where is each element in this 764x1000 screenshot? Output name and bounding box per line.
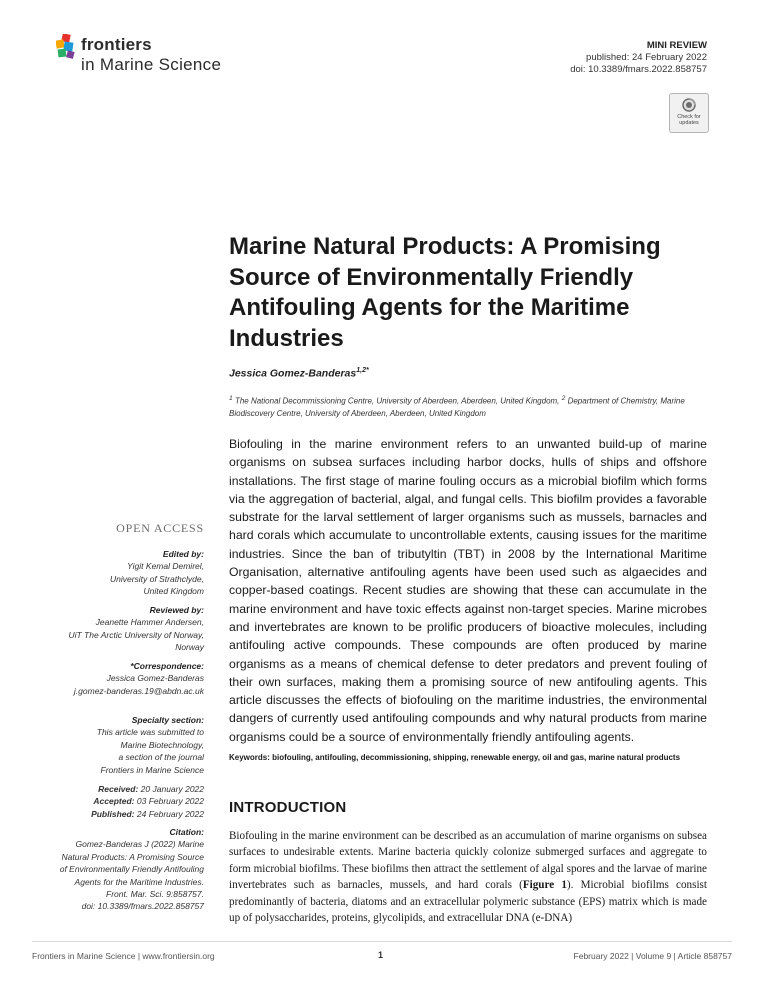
citation-line: Gomez-Banderas J (2022) Marine [75,839,204,850]
section-heading-introduction: INTRODUCTION [229,799,347,816]
reviewed-by-block [68,604,204,654]
citation-line: Natural Products: A Promising Source [61,851,204,862]
accepted-date [91,795,204,807]
citation-block [60,826,204,913]
author-line [229,367,369,380]
reviewed-by-label: Reviewed by: [149,605,204,615]
edited-by-block [110,548,204,598]
specialty-line: Frontiers in Marine Science [100,764,204,775]
author-affiliation-marks: 1,2* [356,367,369,374]
citation-line: Front. Mar. Sci. 9:858757. [106,889,204,900]
footer-divider [32,941,732,942]
received-label: Received: [98,784,139,794]
keywords-text: biofouling, antifouling, decommissioning, shipping, renewable energy, oil and gas, marine natural products [272,753,681,762]
specialty-line: a section of the journal [118,752,204,763]
specialty-line: Marine Biotechnology, [120,739,204,750]
correspondence-name: Jessica Gomez-Banderas [106,673,204,684]
accepted-label: Accepted: [93,796,135,807]
check-updates-label: Check for updates [677,114,701,126]
specialty-section-label: Specialty section: [131,715,204,725]
figure-1-link[interactable]: Figure 1 [522,879,567,892]
keywords-label: Keywords: [229,753,270,762]
page-number: 1 [378,950,384,960]
correspondence-email[interactable]: j.gomez-banderas.19@abdn.ac.uk [73,685,204,696]
article-doi[interactable]: doi: 10.3389/fmars.2022.858757 [570,64,707,75]
logo-word-frontiers: frontiers [81,35,152,54]
open-access-label: OPEN ACCESS [116,521,204,535]
affiliations [229,393,709,421]
affiliation-mark-2: 2 [561,395,566,402]
accepted-value: 03 February 2022 [136,796,204,807]
reviewer-line: Norway [175,642,204,653]
correspondence-label: *Correspondence: [130,661,204,671]
abstract: Biofouling in the marine environment refers to an unwanted build-up of marine organisms on subsea surfaces including harbor docks, hulls of ships and offshore installations. The first stage of marine fouling occurs as a microbial biofilm which forms via the aggregation of bacterial, algal, and fungal cells. This biofilm provides a favorable substrate for the larval settlement of larger organisms such as mussels, barnacles and hard corals which accumulate to uncontrollable extents, causing issues for the maritime industries. Since the ban of tributyltin (TBT) in 2008 by the International Maritime Organisation, alternative antifouling agents have been used such as algaecides and copper-based coatings. Recent studies are showing that these can accumulate in the marine environment and have toxic effects against non-target species. Marine microbes and invertebrates are known to be prolific producers of bioactive molecules, including antifouling active compounds. These compounds are often produced by marine organisms as a means of chemical defense to deter predators and prevent fouling of their own surfaces, making them a promising source of new antifouling agents. This article discusses the effects of biofouling on the maritime industries, the environmental dangers of currently used antifouling compounds and why natural products from marine organisms could be a source of environmentally friendly antifouling agents. [229,437,707,744]
frontiers-logo-icon [56,34,78,60]
published-label: Published: [91,808,135,819]
specialty-line: This article was submitted to [96,727,204,738]
published-date: published: 24 February 2022 [586,52,707,63]
citation-doi[interactable]: doi: 10.3389/fmars.2022.858757 [81,901,204,912]
affiliation-1: The National Decommissioning Centre, University of Aberdeen, Aberdeen, United Kingdom, [234,396,560,406]
intro-text-after: ). Microbial biofilms consist predominantly of bacteria, diatoms and an extracellular polymeric substance (EPS) matrix which is made up of polysaccharides, proteins, glycolipids, and extracellular DNA (e-DNA) [229,879,707,925]
check-for-updates-button[interactable] [669,93,709,133]
dates-block [91,783,204,820]
edited-by-label: Edited by: [162,549,204,559]
keywords [229,752,707,764]
reviewer-line: UiT The Arctic University of Norway, [68,629,204,640]
affiliation-mark-1: 1 [229,395,233,402]
specialty-section-block [97,714,204,776]
footer-issue-info: February 2022 | Volume 9 | Article 858757 [573,951,732,961]
published-date-side [91,808,204,820]
journal-logo[interactable] [56,31,236,79]
intro-text-before: Biofouling in the marine environment can be described as an accumulation of marine organisms on subsea surfaces to undesirable extents. Marine bacteria quickly colonize submerged surfaces and aggregate to form microbial biofilms. These biofilms then attract the settlement of algal spores and the larvae of marine invertebrates such as barnacles, mussels, and hard corals ( [229,830,707,892]
received-date [91,783,204,795]
correspondence-block [74,660,204,697]
citation-line: Agents for the Maritime Industries. [74,876,204,887]
article-meta [570,40,707,76]
editor-line[interactable]: Yigit Kemal Demirel, [127,561,204,572]
received-value: 20 January 2022 [140,784,204,794]
introduction-paragraph [229,828,707,926]
logo-word-journal: in Marine Science [81,55,222,74]
editor-line: University of Strathclyde, [109,573,204,584]
author-name[interactable]: Jessica Gomez-Banderas [229,367,357,380]
check-updates-icon [682,98,696,112]
affiliation-2: Department of Chemistry, Marine Biodiscovery Centre, University of Aberdeen, Aberdeen, United Kingdom [229,396,685,419]
footer-journal-link[interactable]: Frontiers in Marine Science | www.frontiersin.org [32,951,215,961]
citation-label: Citation: [169,827,204,837]
reviewer-line[interactable]: Jeanette Hammer Andersen, [95,617,204,628]
article-title: Marine Natural Products: A Promising Source of Environmentally Friendly Antifouling Agents for the Maritime Industries [229,233,661,352]
article-type: MINI REVIEW [646,40,707,51]
citation-line: of Environmentally Friendly Antifouling [59,864,204,875]
published-value: 24 February 2022 [136,808,204,819]
editor-line: United Kingdom [143,586,204,597]
